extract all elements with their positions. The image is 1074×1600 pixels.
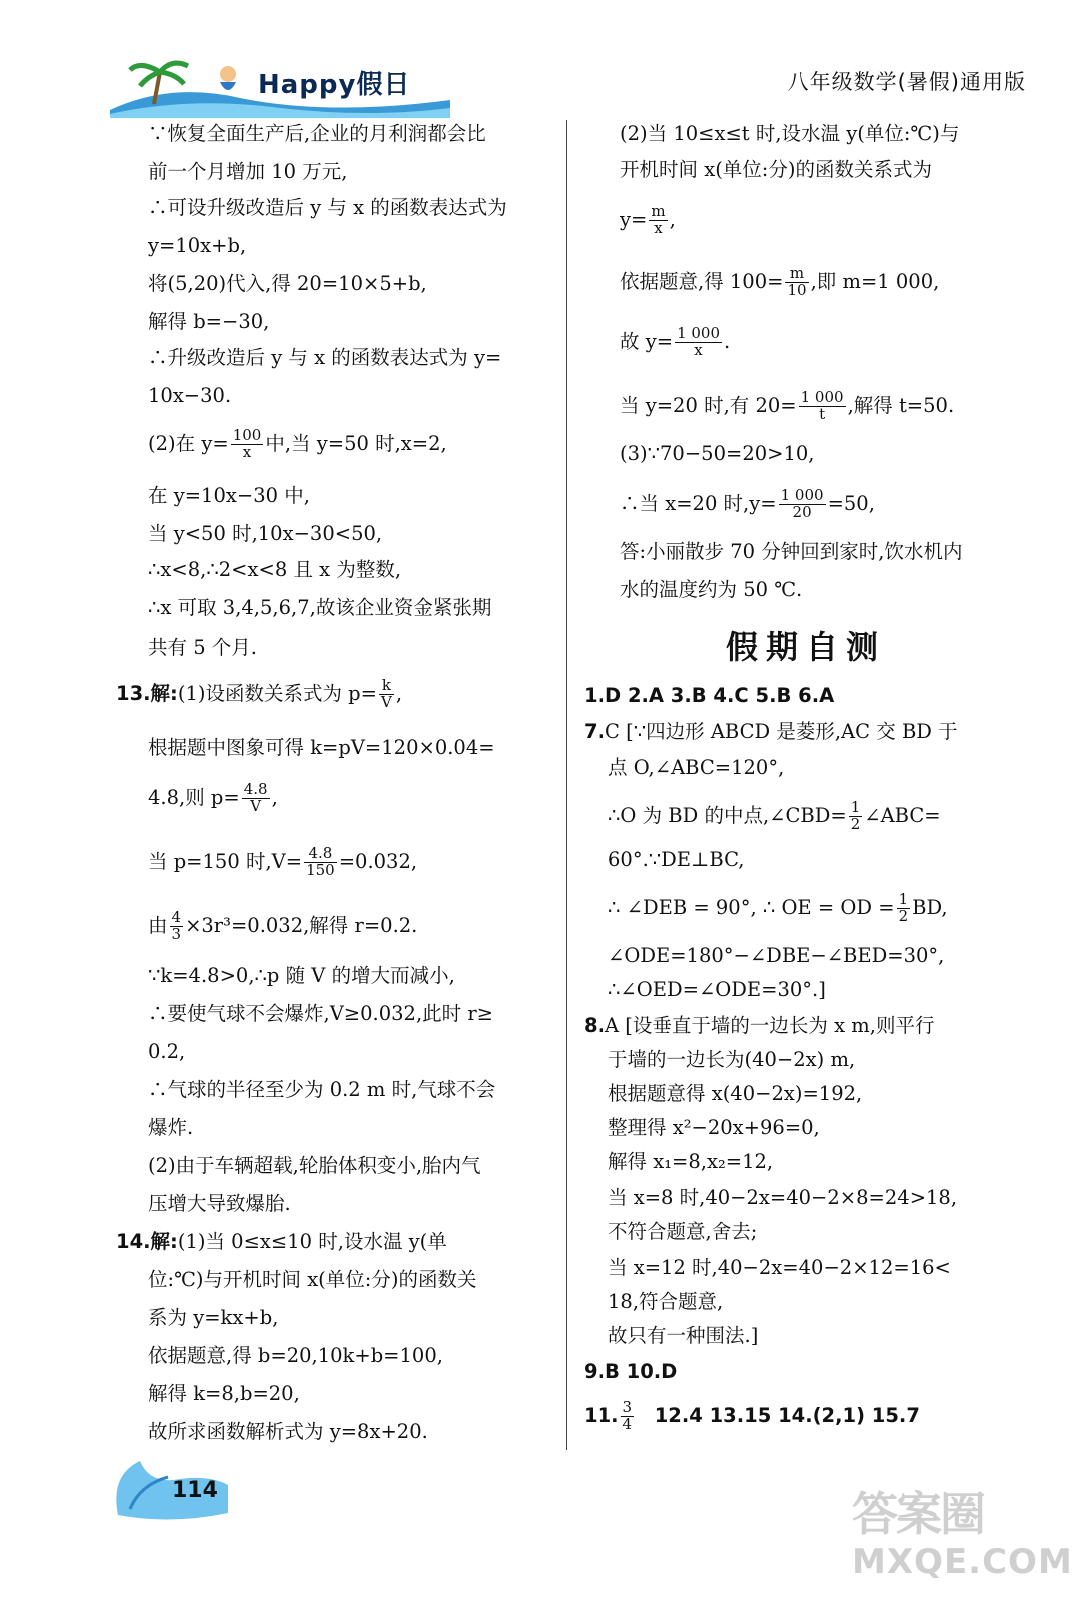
text-line: 解得 x₁=8,x₂=12,	[608, 1150, 774, 1173]
text-segment: C [∵四边形 ABCD 是菱形,AC 交 BD 于	[604, 720, 958, 743]
fraction-numerator: 1	[898, 890, 909, 908]
text-segment: ×3r³=0.032,解得 r=0.2.	[185, 913, 418, 937]
fraction	[849, 800, 863, 833]
formula-line	[608, 892, 948, 925]
fraction-denominator: 2	[850, 814, 861, 833]
question-number: 11.	[584, 1403, 619, 1427]
text-line: 根据题意得 x(40−2x)=192,	[608, 1082, 863, 1105]
text-segment: .	[724, 329, 731, 353]
fraction-numerator: 4	[171, 908, 182, 926]
text-line: ∴x 可取 3,4,5,6,7,故该企业资金紧张期	[148, 596, 492, 619]
answers-9-10: 9.B 10.D	[584, 1360, 678, 1383]
fraction-numerator: m	[785, 266, 808, 283]
text-line: 解得 k=8,b=20,	[148, 1382, 300, 1405]
happy-holiday-logo: Happy假日	[258, 70, 411, 100]
fraction-denominator: x	[654, 218, 663, 237]
solution-label: 解:	[150, 1230, 178, 1253]
fraction-numerator: 4.8	[243, 780, 268, 798]
formula-line	[148, 910, 417, 943]
solution-label: 解:	[150, 681, 178, 705]
text-line: 不符合题意,舍去;	[608, 1220, 758, 1243]
text-segment: =50,	[827, 491, 875, 515]
fraction-denominator: 4	[622, 1414, 633, 1433]
fraction	[799, 390, 846, 423]
answer-13	[116, 678, 402, 711]
text-line: 在 y=10x−30 中,	[148, 484, 310, 507]
text-segment: A [设垂直于墙的一边长为 x m,则平行	[604, 1014, 935, 1037]
fraction	[675, 326, 722, 359]
fraction-denominator: V	[381, 692, 392, 711]
fraction	[170, 910, 184, 943]
text-line: 开机时间 x(单位:分)的函数关系式为	[620, 158, 932, 181]
fraction-denominator: 10	[787, 280, 807, 299]
text-line: 故只有一种围法.]	[608, 1324, 759, 1347]
text-segment: y=	[620, 207, 648, 231]
fraction-numerator: m	[651, 202, 666, 220]
fraction	[231, 428, 264, 461]
text-segment: (2)在 y=	[148, 431, 229, 455]
text-segment: 中,当 y=50 时,x=2,	[265, 431, 447, 455]
fraction	[779, 488, 826, 521]
fraction-numerator: 1 000	[780, 486, 824, 504]
text-line: ∴∠OED=∠ODE=30°.]	[608, 978, 826, 1001]
text-line: 将(5,20)代入,得 20=10×5+b,	[148, 272, 427, 295]
text-segment: ,解得 t=50.	[847, 393, 955, 417]
text-line: 前一个月增加 10 万元,	[148, 160, 348, 183]
text-line: 当 x=12 时,40−2x=40−2×12=16<	[608, 1256, 951, 1279]
book-title: 八年级数学(暑假)通用版	[787, 70, 1026, 94]
text-line: 当 x=8 时,40−2x=40−2×8=24>18,	[608, 1186, 958, 1209]
fraction	[242, 782, 270, 815]
fraction-denominator: 150	[306, 860, 335, 879]
text-line: 共有 5 个月.	[148, 636, 258, 659]
fraction-numerator: 1	[850, 798, 861, 816]
text-line: 系为 y=kx+b,	[148, 1306, 279, 1329]
fraction-numerator: 100	[232, 426, 262, 444]
fraction-denominator: 2	[898, 906, 909, 925]
fraction-denominator: x	[694, 340, 703, 359]
text-segment: 当 p=150 时,V=	[148, 849, 303, 873]
text-line: 于墙的一边长为(40−2x) m,	[608, 1048, 856, 1071]
formula-line	[620, 204, 676, 237]
formula-line	[620, 326, 730, 359]
text-segment: BD,	[912, 895, 948, 919]
text-line: ∠ODE=180°−∠DBE−∠BED=30°,	[608, 944, 945, 967]
text-line: 答:小丽散步 70 分钟回到家时,饮水机内	[620, 540, 963, 563]
text-segment: ∴O 为 BD 的中点,∠CBD=	[608, 803, 847, 827]
answers-1-6: 1.D 2.A 3.B 4.C 5.B 6.A	[584, 684, 835, 707]
watermark-url: MXQE.COM	[852, 1542, 1073, 1582]
fraction	[649, 204, 667, 237]
text-line: ∴气球的半径至少为 0.2 m 时,气球不会	[148, 1078, 496, 1101]
fraction-denominator: 20	[792, 502, 812, 521]
fraction-denominator: t	[819, 404, 826, 423]
answers-11-15	[584, 1400, 920, 1433]
answer-14	[116, 1232, 447, 1252]
watermark-logo	[852, 1478, 1073, 1588]
text-line: 整理得 x²−20x+96=0,	[608, 1116, 820, 1139]
fraction	[304, 846, 337, 879]
text-line: (2)当 10≤x≤t 时,设水温 y(单位:℃)与	[620, 122, 960, 145]
text-segment: 当 y=20 时,有 20=	[620, 393, 797, 417]
fraction-numerator: 1 000	[800, 388, 844, 406]
text-line: 10x−30.	[148, 384, 232, 407]
fraction-numerator: 4.8	[304, 846, 337, 863]
question-number: 7.	[584, 720, 605, 743]
text-line: 依据题意,得 b=20,10k+b=100,	[148, 1344, 443, 1367]
text-line: 0.2,	[148, 1040, 186, 1063]
fraction-numerator: 3	[622, 1398, 633, 1416]
formula-line	[148, 782, 278, 815]
fraction	[785, 266, 808, 299]
text-line: (2)由于车辆超载,轮胎体积变小,胎内气	[148, 1154, 481, 1177]
text-line: 位:℃)与开机时间 x(单位:分)的函数关	[148, 1268, 477, 1291]
fraction	[379, 678, 394, 711]
fraction	[897, 892, 911, 925]
text-segment: (1)设函数关系式为 p=	[177, 681, 378, 705]
page-header	[0, 0, 1074, 125]
text-segment: ,	[669, 207, 676, 231]
text-line: ∵恢复全面生产后,企业的月利润都会比	[148, 122, 486, 145]
fraction-numerator: k	[379, 678, 394, 695]
question-number: 14.	[116, 1230, 151, 1253]
text-line: ∴可设升级改造后 y 与 x 的函数表达式为	[148, 196, 507, 219]
text-line: 当 y<50 时,10x−30<50,	[148, 522, 383, 545]
text-line: 故所求函数解析式为 y=8x+20.	[148, 1420, 428, 1443]
formula-line	[148, 428, 447, 461]
fraction	[621, 1400, 635, 1433]
text-line: ∴x<8,∴2<x<8 且 x 为整数,	[148, 558, 402, 581]
fraction-denominator: x	[242, 442, 252, 461]
text-line: 水的温度约为 50 ℃.	[620, 578, 803, 601]
question-number: 8.	[584, 1014, 605, 1037]
page-number: 114	[172, 1478, 218, 1503]
formula-line	[620, 266, 939, 299]
answer-7	[584, 722, 958, 742]
text-line: 根据题中图象可得 k=pV=120×0.04=	[148, 736, 495, 759]
text-segment: =0.032,	[338, 849, 418, 873]
text-line: y=10x+b,	[148, 234, 247, 257]
column-divider	[566, 120, 567, 1450]
formula-line	[148, 846, 417, 879]
text-segment: 由	[148, 913, 168, 937]
formula-line	[620, 390, 954, 423]
text-line: (3)∵70−50=20>10,	[620, 442, 815, 465]
text-line: ∵k=4.8>0,∴p 随 V 的增大而减小,	[148, 964, 455, 987]
text-line: ∴要使气球不会爆炸,V≥0.032,此时 r≥	[148, 1002, 494, 1025]
text-segment: ,	[271, 785, 278, 809]
answer-8	[584, 1016, 934, 1036]
section-title: 假期自测	[726, 628, 887, 666]
text-segment: 依据题意,得 100=	[620, 269, 784, 293]
text-segment: 12.4 13.15 14.(2,1) 15.7	[654, 1403, 920, 1427]
watermark-text: 答案圈	[852, 1487, 984, 1541]
text-segment: ,即 m=1 000,	[810, 269, 940, 293]
text-line: 解得 b=−30,	[148, 310, 270, 333]
fraction-numerator: 1 000	[677, 324, 721, 342]
text-line: 压增大导致爆胎.	[148, 1192, 291, 1215]
text-segment: ∴ ∠DEB = 90°, ∴ OE = OD =	[608, 895, 895, 919]
text-segment: ∠ABC=	[864, 803, 941, 827]
formula-line	[620, 488, 875, 521]
text-segment: (1)当 0≤x≤10 时,设水温 y(单	[177, 1230, 447, 1253]
text-segment: ,	[395, 681, 403, 705]
question-number: 13.	[116, 681, 151, 705]
text-segment: 故 y=	[620, 329, 674, 353]
text-line: 点 O,∠ABC=120°,	[608, 756, 785, 779]
text-line: ∴升级改造后 y 与 x 的函数表达式为 y=	[148, 346, 502, 369]
text-line: 18,符合题意,	[608, 1290, 724, 1313]
text-segment: 4.8,则 p=	[148, 785, 240, 809]
text-segment: ∴当 x=20 时,y=	[620, 491, 777, 515]
text-line: 60°.∵DE⊥BC,	[608, 848, 745, 871]
fraction-denominator: V	[250, 796, 262, 815]
text-line: 爆炸.	[148, 1116, 194, 1139]
fraction-denominator: 3	[171, 924, 182, 943]
formula-line	[608, 800, 941, 833]
